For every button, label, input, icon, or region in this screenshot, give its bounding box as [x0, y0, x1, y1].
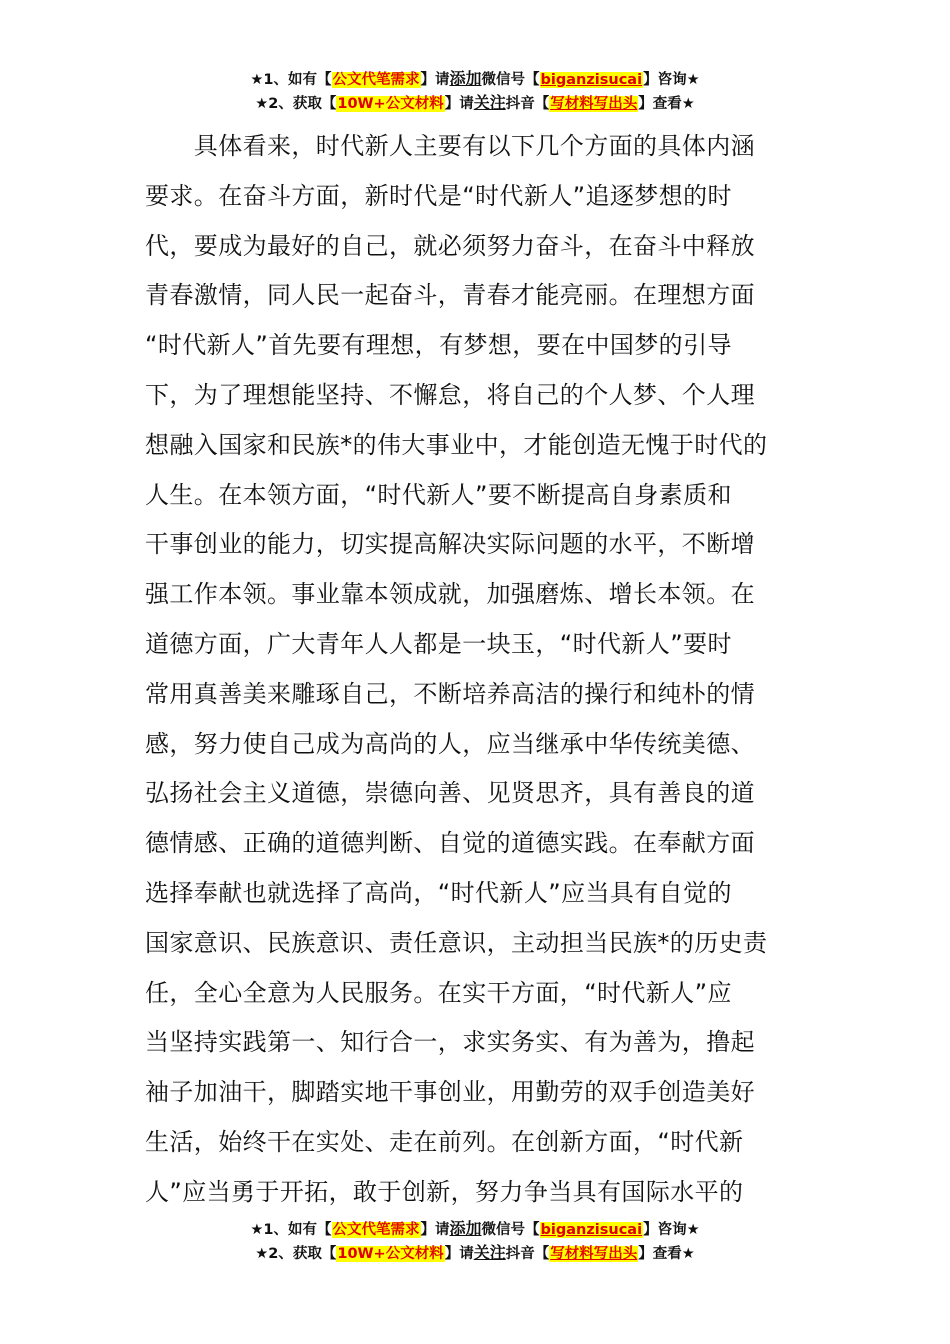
text-line: 选择奉献也就选择了高尚，“时代新人”应当具有自觉的: [145, 878, 732, 907]
banner-line-1: [0, 67, 950, 91]
text-line: “时代新人”首先要有理想，有梦想，要在中国梦的引导: [145, 331, 732, 360]
footer-banner: [0, 1217, 950, 1265]
banner-text: 】请: [420, 1222, 450, 1238]
text-line: 国家意识、民族意识、责任意识，主动担当民族*的历史责: [145, 928, 768, 957]
banner-emphasis: 关注: [473, 93, 506, 112]
text-line: 德情感、正确的道德判断、自觉的道德实践。在奉献方面: [145, 829, 755, 858]
text-line: 袖子加油干，脚踏实地干事创业，用勤劳的双手创造美好: [145, 1078, 755, 1107]
banner-text: 】咨询★: [643, 1222, 700, 1238]
text-line: 生活，始终干在实处、走在前列。在创新方面，“时代新: [145, 1127, 744, 1156]
document-body: [145, 122, 809, 1218]
banner-text: 抖音【: [505, 1246, 550, 1262]
highlight-service: 公文代笔需求: [332, 1222, 420, 1238]
text-line: 弘扬社会主义道德，崇德向善、见贤思齐，具有善良的道: [145, 779, 755, 808]
text-line: 当坚持实践第一、知行合一，求实务实、有为善为，撸起: [145, 1028, 755, 1057]
banner-line-1: [0, 1217, 950, 1241]
highlight-service: 公文代笔需求: [332, 72, 420, 88]
text-line: 人”应当勇于开拓，敢于创新，努力争当具有国际水平的: [145, 1177, 744, 1206]
text-line: 下，为了理想能坚持、不懈怠，将自己的个人梦、个人理: [145, 380, 755, 409]
banner-line-2: [0, 1241, 950, 1265]
banner-text: 】查看★: [638, 1246, 695, 1262]
highlight-materials: 10W+公文材料: [337, 96, 444, 112]
text-line: 人生。在本领方面，“时代新人”要不断提高自身素质和: [145, 480, 732, 509]
text-line: 想融入国家和民族*的伟大事业中，才能创造无愧于时代的: [145, 430, 768, 459]
wechat-id: biganzisucai: [540, 1222, 643, 1238]
banner-text: ★1、如有【: [250, 1222, 332, 1238]
text-line: 感，努力使自己成为高尚的人，应当继承中华传统美德、: [145, 729, 755, 758]
douyin-id: 写材料写出头: [550, 96, 638, 112]
banner-text: ★1、如有【: [250, 72, 332, 88]
banner-text: 】请: [444, 96, 474, 112]
text-line: 道德方面，广大青年人人都是一块玉，“时代新人”要时: [145, 629, 732, 658]
banner-text: 抖音【: [505, 96, 550, 112]
banner-emphasis: 关注: [473, 1243, 506, 1262]
text-line: 要求。在奋斗方面，新时代是“时代新人”追逐梦想的时: [145, 181, 732, 210]
text-line: 强工作本领。事业靠本领成就，加强磨炼、增长本领。在: [145, 580, 755, 609]
banner-text: ★2、获取【: [255, 96, 337, 112]
douyin-id: 写材料写出头: [550, 1246, 638, 1262]
banner-text: 】咨询★: [643, 72, 700, 88]
banner-emphasis: 添加: [449, 1219, 482, 1238]
highlight-materials: 10W+公文材料: [337, 1246, 444, 1262]
text-line: 常用真善美来雕琢自己，不断培养高洁的操行和纯朴的情: [145, 679, 755, 708]
text-line: 干事创业的能力，切实提高解决实际问题的水平，不断增: [145, 530, 755, 559]
banner-text: 】查看★: [638, 96, 695, 112]
banner-text: 微信号【: [481, 72, 540, 88]
banner-text: 】请: [444, 1246, 474, 1262]
wechat-id: biganzisucai: [540, 72, 643, 88]
banner-emphasis: 添加: [449, 69, 482, 88]
text-line: 任，全心全意为人民服务。在实干方面，“时代新人”应: [145, 978, 732, 1007]
header-banner: [0, 67, 950, 115]
banner-text: ★2、获取【: [255, 1246, 337, 1262]
banner-text: 】请: [420, 72, 450, 88]
text-line: 青春激情，同人民一起奋斗，青春才能亮丽。在理想方面: [145, 281, 755, 310]
banner-text: 微信号【: [481, 1222, 540, 1238]
text-line: 具体看来，时代新人主要有以下几个方面的具体内涵: [145, 132, 755, 160]
text-line: 代，要成为最好的自己，就必须努力奋斗，在奋斗中释放: [145, 231, 755, 260]
banner-line-2: [0, 91, 950, 115]
